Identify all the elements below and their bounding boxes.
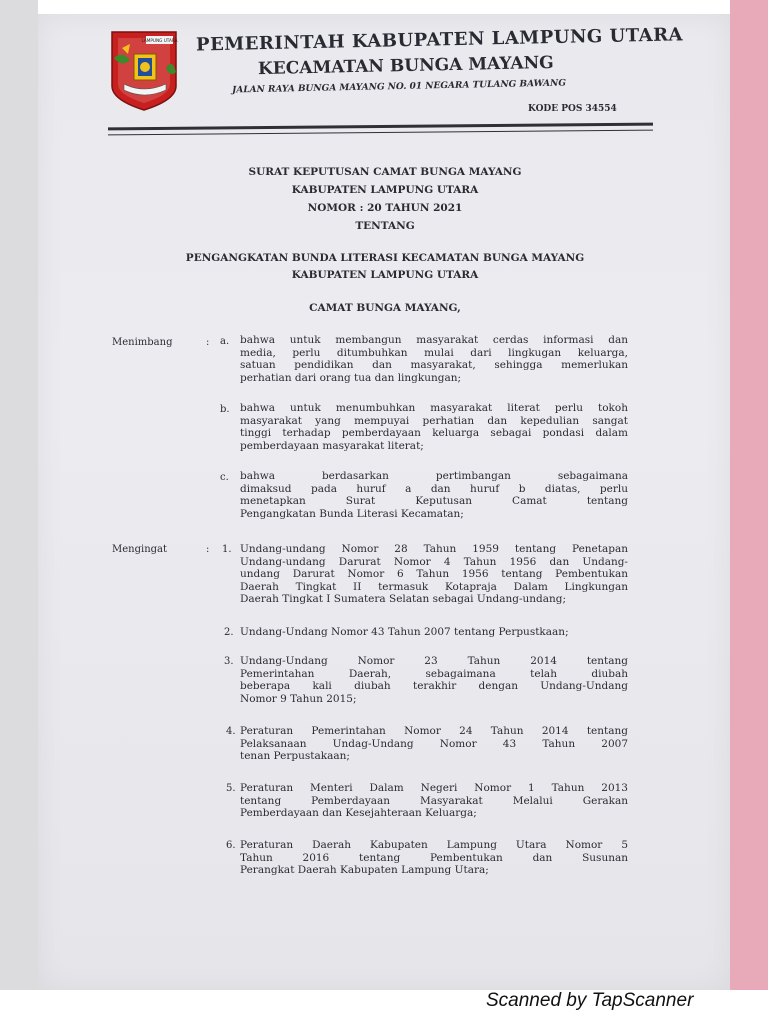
mengingat-item-1 xyxy=(240,543,628,606)
mengingat-item-6 xyxy=(240,839,628,877)
text-line: Undang-undang Nomor 28 Tahun 1959 tentang Penetapan xyxy=(240,543,628,555)
section-colon: : xyxy=(206,337,210,348)
government-name: PEMERINTAH KABUPATEN LAMPUNG UTARA xyxy=(195,24,684,56)
text-line: Pengangkatan Bunda Literasi Kecamatan; xyxy=(240,507,464,520)
item-marker: a. xyxy=(220,336,230,347)
decree-tentang: TENTANG xyxy=(355,220,415,232)
background-right xyxy=(730,0,768,990)
scanner-watermark: Scanned by TapScanner xyxy=(486,990,694,1011)
text-line: Perangkat Daerah Kabupaten Lampung Utara; xyxy=(240,864,489,876)
text-line: Daerah Tingkat I Sumatera Selatan sebagai Undang-undang; xyxy=(240,593,567,605)
text-line: media, perlu ditumbuhkan mulai dari lingkugan keluarga, xyxy=(240,346,628,359)
item-marker: 6. xyxy=(226,840,236,851)
text-line: Pemerintahan Daerah, sebagaimana telah diubah xyxy=(240,667,628,680)
text-line: Tahun 2016 tentang Pembentukan dan Susunan xyxy=(240,851,628,864)
text-line: tenan Perpustakaan; xyxy=(240,750,350,762)
menimbang-item-b xyxy=(240,402,628,452)
item-marker: 1. xyxy=(222,544,232,555)
text-line: dimaksud pada huruf a dan huruf b diatas, perlu xyxy=(240,482,628,495)
text-line: bahwa untuk membangun masyarakat cerdas informasi dan xyxy=(240,334,628,346)
text-line: Undang-Undang Nomor 43 Tahun 2007 tentang Perpustkaan; xyxy=(240,626,569,638)
text-line: Undang-Undang Nomor 23 Tahun 2014 tentang xyxy=(240,655,628,667)
logo-caption: LAMPUNG UTARA xyxy=(141,38,178,43)
text-line: menetapkan Surat Keputusan Camat tentang xyxy=(240,495,628,507)
item-marker: 5. xyxy=(226,783,236,794)
text-line: masyarakat yang mempuyai perhatian dan kepedulian sangat xyxy=(240,414,628,427)
section-label-mengingat: Mengingat xyxy=(112,544,168,555)
item-marker: 4. xyxy=(226,726,236,737)
item-marker: 3. xyxy=(224,656,234,667)
text-line: undang Darurat Nomor 6 Tahun 1956 tentang Pembentukan xyxy=(240,568,628,580)
mengingat-item-3 xyxy=(240,655,628,705)
text-line: Peraturan Daerah Kabupaten Lampung Utara Nomor 5 xyxy=(240,839,628,851)
mengingat-item-5 xyxy=(240,782,628,820)
decree-number: NOMOR : 20 TAHUN 2021 xyxy=(307,202,463,214)
text-line: Pemberdayaan dan Kesejahteraan Keluarga; xyxy=(240,807,477,819)
district-name: KECAMATAN BUNGA MAYANG xyxy=(257,52,554,80)
text-line: bahwa berdasarkan pertimbangan sebagaimana xyxy=(240,470,628,482)
office-address: JALAN RAYA BUNGA MAYANG NO. 01 NEGARA TULANG BAWANG xyxy=(231,78,567,96)
text-line: satuan pendidikan dan masyarakat, sehingga memerlukan xyxy=(240,359,628,371)
menimbang-item-a xyxy=(240,334,628,384)
text-line: Nomor 9 Tahun 2015; xyxy=(240,692,357,705)
mengingat-item-2 xyxy=(240,626,628,639)
item-marker: c. xyxy=(220,472,229,483)
postal-code: KODE POS 34554 xyxy=(528,104,617,114)
section-label-menimbang: Menimbang xyxy=(112,337,173,348)
text-line: Daerah Tingkat II termasuk Kotapraja Dalam Lingkungan xyxy=(240,580,628,593)
text-line: Peraturan Menteri Dalam Negeri Nomor 1 Tahun 2013 xyxy=(240,782,628,794)
district-coat-of-arms-logo xyxy=(108,28,180,112)
decree-subject: PENGANGKATAN BUNDA LITERASI KECAMATAN BUNGA MAYANG xyxy=(185,252,585,264)
text-line: perhatian dari orang tua dan lingkungan; xyxy=(240,371,462,384)
mengingat-item-4 xyxy=(240,725,628,763)
item-marker: b. xyxy=(220,404,230,415)
text-line: tentang Pemberdayaan Masyarakat Melalui Gerakan xyxy=(240,794,628,807)
text-line: pemberdayaan masyarakat literat; xyxy=(240,439,424,452)
text-line: beberapa kali diubah terakhir dengan Undang-Undang xyxy=(240,680,628,692)
item-marker: 2. xyxy=(224,627,234,638)
text-line: Pelaksanaan Undag-Undang Nomor 43 Tahun 2007 xyxy=(240,737,628,750)
official-title: CAMAT BUNGA MAYANG, xyxy=(309,302,461,314)
section-colon: : xyxy=(206,544,210,555)
decree-title: SURAT KEPUTUSAN CAMAT BUNGA MAYANG xyxy=(248,166,522,178)
text-line: bahwa untuk menumbuhkan masyarakat literat perlu tokoh xyxy=(240,402,628,414)
text-line: Undang-undang Darurat Nomor 4 Tahun 1956 dan Undang- xyxy=(240,555,628,568)
decree-subject-regency: KABUPATEN LAMPUNG UTARA xyxy=(291,269,479,281)
background-left xyxy=(0,0,38,990)
text-line: tinggi terhadap pemberdayaan keluarga sebagai pondasi dalam xyxy=(240,427,628,439)
text-line: Peraturan Pemerintahan Nomor 24 Tahun 2014 tentang xyxy=(240,725,628,737)
menimbang-item-c xyxy=(240,470,628,520)
decree-regency: KABUPATEN LAMPUNG UTARA xyxy=(291,184,479,196)
